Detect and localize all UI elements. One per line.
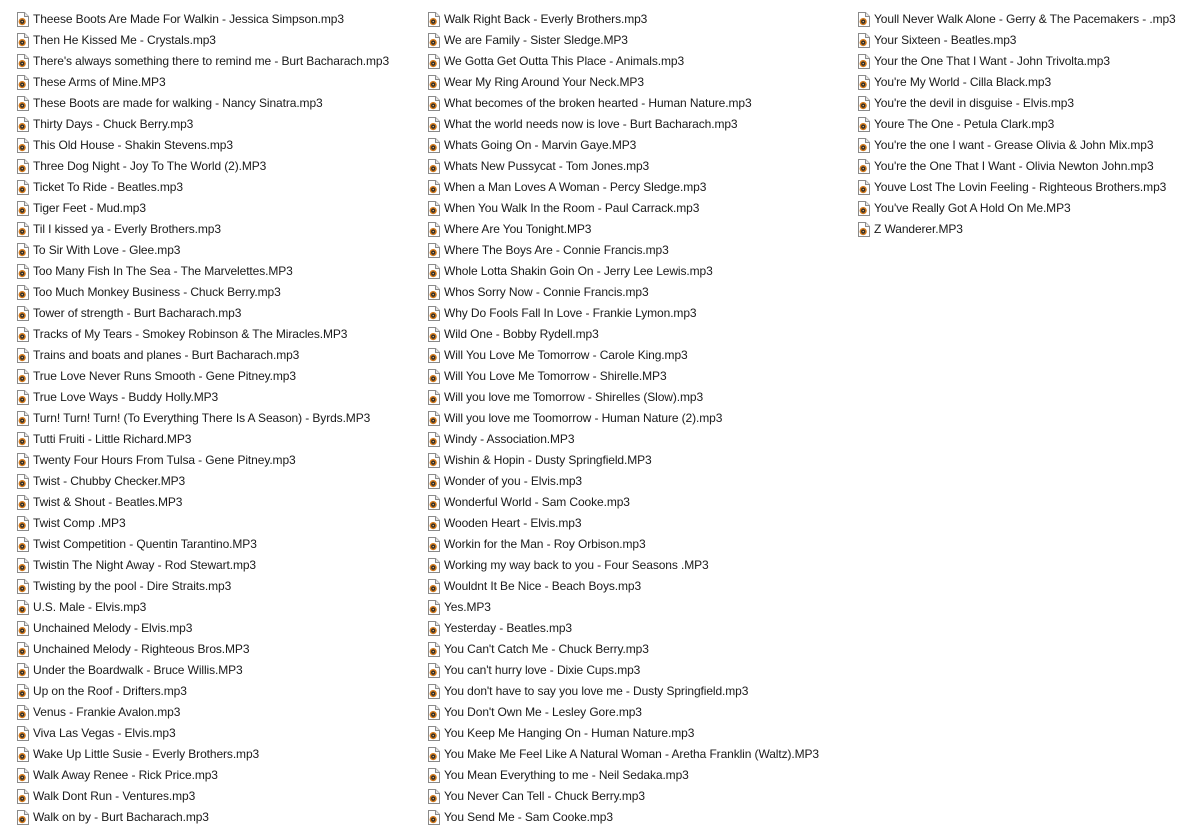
file-item[interactable] (427, 723, 847, 744)
file-item[interactable] (427, 198, 847, 219)
audio-file-icon (427, 306, 440, 321)
file-item[interactable] (16, 408, 421, 429)
file-item[interactable] (16, 660, 421, 681)
file-item[interactable] (16, 744, 421, 765)
file-item[interactable] (427, 534, 847, 555)
file-name: Walk Dont Run - Ventures.mp3 (33, 789, 196, 803)
file-item[interactable] (16, 786, 421, 807)
audio-file-icon (427, 726, 440, 741)
audio-file-icon (427, 285, 440, 300)
file-item[interactable] (16, 219, 421, 240)
file-item[interactable] (427, 303, 847, 324)
file-name: You Send Me - Sam Cooke.mp3 (444, 810, 613, 824)
file-item[interactable] (427, 555, 847, 576)
file-item[interactable] (427, 471, 847, 492)
file-item[interactable] (427, 156, 847, 177)
file-name: Whats New Pussycat - Tom Jones.mp3 (444, 159, 650, 173)
file-item[interactable] (427, 765, 847, 786)
file-item[interactable] (427, 72, 847, 93)
file-item[interactable] (427, 261, 847, 282)
file-item[interactable] (16, 639, 421, 660)
file-item[interactable] (427, 513, 847, 534)
file-item[interactable] (427, 786, 847, 807)
file-name: Venus - Frankie Avalon.mp3 (33, 705, 181, 719)
file-item[interactable] (427, 702, 847, 723)
file-name: Workin for the Man - Roy Orbison.mp3 (444, 537, 646, 551)
file-name: Then He Kissed Me - Crystals.mp3 (33, 33, 216, 47)
audio-file-icon (427, 243, 440, 258)
audio-file-icon (16, 516, 29, 531)
file-item[interactable] (427, 681, 847, 702)
file-name: Your Sixteen - Beatles.mp3 (874, 33, 1017, 47)
audio-file-icon (16, 12, 29, 27)
file-name: You're the one I want - Grease Olivia & John Mix.mp3 (874, 138, 1154, 152)
audio-file-icon (427, 810, 440, 825)
file-item[interactable] (427, 9, 847, 30)
file-item[interactable] (16, 240, 421, 261)
file-item[interactable] (427, 345, 847, 366)
file-name: You don't have to say you love me - Dusty Springfield.mp3 (444, 684, 749, 698)
file-item[interactable] (857, 30, 1179, 51)
audio-file-icon (427, 180, 440, 195)
file-name: You're the One That I Want - Olivia Newton John.mp3 (874, 159, 1154, 173)
file-item[interactable] (857, 198, 1179, 219)
file-name: Under the Boardwalk - Bruce Willis.MP3 (33, 663, 243, 677)
file-item[interactable] (16, 450, 421, 471)
file-item[interactable] (857, 114, 1179, 135)
file-name: Yes.MP3 (444, 600, 491, 614)
file-item[interactable] (857, 51, 1179, 72)
file-name: Twist Comp .MP3 (33, 516, 126, 530)
file-item[interactable] (16, 303, 421, 324)
audio-file-icon (427, 390, 440, 405)
audio-file-icon (16, 54, 29, 69)
file-item[interactable] (857, 219, 1179, 240)
audio-file-icon (427, 54, 440, 69)
audio-file-icon (16, 789, 29, 804)
audio-file-icon (857, 12, 870, 27)
file-name: Turn! Turn! Turn! (To Everything There Is A Season) - Byrds.MP3 (33, 411, 371, 425)
audio-file-icon (16, 495, 29, 510)
audio-file-icon (16, 663, 29, 678)
audio-file-icon (857, 201, 870, 216)
audio-file-icon (16, 75, 29, 90)
audio-file-icon (857, 138, 870, 153)
file-item[interactable] (427, 618, 847, 639)
file-name: You Make Me Feel Like A Natural Woman - Aretha Franklin (Waltz).MP3 (444, 747, 820, 761)
file-column-1 (16, 9, 421, 828)
file-name: Wouldnt It Be Nice - Beach Boys.mp3 (444, 579, 642, 593)
file-item[interactable] (16, 93, 421, 114)
audio-file-icon (16, 537, 29, 552)
audio-file-icon (427, 600, 440, 615)
file-name: To Sir With Love - Glee.mp3 (33, 243, 181, 257)
file-item[interactable] (16, 282, 421, 303)
file-name: Twist & Shout - Beatles.MP3 (33, 495, 183, 509)
file-item[interactable] (427, 93, 847, 114)
audio-file-icon (16, 390, 29, 405)
audio-file-icon (16, 159, 29, 174)
file-item[interactable] (16, 534, 421, 555)
file-name: Thirty Days - Chuck Berry.mp3 (33, 117, 194, 131)
audio-file-icon (16, 579, 29, 594)
file-name: What the world needs now is love - Burt Bacharach.mp3 (444, 117, 738, 131)
audio-file-icon (427, 12, 440, 27)
file-name: Wake Up Little Susie - Everly Brothers.mp3 (33, 747, 260, 761)
file-name: Viva Las Vegas - Elvis.mp3 (33, 726, 176, 740)
file-item[interactable] (427, 282, 847, 303)
file-item[interactable] (427, 744, 847, 765)
audio-file-icon (427, 327, 440, 342)
audio-file-icon (16, 306, 29, 321)
file-name: Will You Love Me Tomorrow - Shirelle.MP3 (444, 369, 667, 383)
audio-file-icon (16, 810, 29, 825)
audio-file-icon (427, 537, 440, 552)
audio-file-icon (427, 768, 440, 783)
file-name: You Never Can Tell - Chuck Berry.mp3 (444, 789, 645, 803)
file-item[interactable] (427, 639, 847, 660)
file-item[interactable] (16, 177, 421, 198)
audio-file-icon (16, 768, 29, 783)
file-item[interactable] (427, 114, 847, 135)
audio-file-icon (16, 201, 29, 216)
file-name: Twisting by the pool - Dire Straits.mp3 (33, 579, 232, 593)
audio-file-icon (16, 411, 29, 426)
file-item[interactable] (427, 807, 847, 828)
file-name: You've Really Got A Hold On Me.MP3 (874, 201, 1071, 215)
file-item[interactable] (16, 618, 421, 639)
file-item[interactable] (16, 597, 421, 618)
file-name: Youve Lost The Lovin Feeling - Righteous Brothers.mp3 (874, 180, 1167, 194)
audio-file-icon (427, 96, 440, 111)
file-item[interactable] (16, 576, 421, 597)
audio-file-icon (16, 138, 29, 153)
file-name: You're the devil in disguise - Elvis.mp3 (874, 96, 1074, 110)
file-name: When a Man Loves A Woman - Percy Sledge.mp3 (444, 180, 707, 194)
file-name: Will You Love Me Tomorrow - Carole King.mp3 (444, 348, 688, 362)
file-item[interactable] (16, 807, 421, 828)
audio-file-icon (16, 222, 29, 237)
file-name: True Love Ways - Buddy Holly.MP3 (33, 390, 219, 404)
audio-file-icon (16, 243, 29, 258)
audio-file-icon (427, 159, 440, 174)
file-item[interactable] (427, 366, 847, 387)
audio-file-icon (16, 621, 29, 636)
audio-file-icon (427, 264, 440, 279)
file-name: Working my way back to you - Four Seasons .MP3 (444, 558, 709, 572)
file-item[interactable] (16, 324, 421, 345)
file-item[interactable] (16, 114, 421, 135)
file-name: Why Do Fools Fall In Love - Frankie Lymon.mp3 (444, 306, 697, 320)
audio-file-icon (427, 642, 440, 657)
audio-file-icon (857, 54, 870, 69)
file-name: Twenty Four Hours From Tulsa - Gene Pitney.mp3 (33, 453, 296, 467)
audio-file-icon (857, 222, 870, 237)
file-name: Your the One That I Want - John Trivolta.mp3 (874, 54, 1110, 68)
audio-file-icon (857, 180, 870, 195)
file-item[interactable] (427, 408, 847, 429)
file-item[interactable] (16, 492, 421, 513)
file-item[interactable] (427, 135, 847, 156)
file-name: Wear My Ring Around Your Neck.MP3 (444, 75, 644, 89)
audio-file-icon (16, 474, 29, 489)
file-name: There's always something there to remind me - Burt Bacharach.mp3 (33, 54, 390, 68)
file-name: You Can't Catch Me - Chuck Berry.mp3 (444, 642, 649, 656)
file-item[interactable] (16, 198, 421, 219)
file-name: Wooden Heart - Elvis.mp3 (444, 516, 582, 530)
audio-file-icon (427, 411, 440, 426)
file-name: You Don't Own Me - Lesley Gore.mp3 (444, 705, 642, 719)
file-name: We are Family - Sister Sledge.MP3 (444, 33, 628, 47)
audio-file-icon (427, 117, 440, 132)
file-item[interactable] (16, 765, 421, 786)
audio-file-icon (427, 621, 440, 636)
audio-file-icon (16, 117, 29, 132)
file-item[interactable] (857, 72, 1179, 93)
file-item[interactable] (16, 387, 421, 408)
file-item[interactable] (427, 492, 847, 513)
audio-file-icon (857, 159, 870, 174)
audio-file-icon (427, 432, 440, 447)
audio-file-icon (16, 264, 29, 279)
audio-file-icon (16, 180, 29, 195)
audio-file-icon (16, 600, 29, 615)
file-item[interactable] (16, 51, 421, 72)
file-name: Where The Boys Are - Connie Francis.mp3 (444, 243, 669, 257)
file-name: Twist - Chubby Checker.MP3 (33, 474, 186, 488)
file-name: Theese Boots Are Made For Walkin - Jessica Simpson.mp3 (33, 12, 344, 26)
file-name: Wild One - Bobby Rydell.mp3 (444, 327, 599, 341)
file-name: Z Wanderer.MP3 (874, 222, 963, 236)
file-item[interactable] (857, 135, 1179, 156)
audio-file-icon (857, 117, 870, 132)
audio-file-icon (427, 558, 440, 573)
file-name: True Love Never Runs Smooth - Gene Pitney.mp3 (33, 369, 296, 383)
audio-file-icon (16, 369, 29, 384)
audio-file-icon (16, 747, 29, 762)
audio-file-icon (427, 33, 440, 48)
file-name: Unchained Melody - Elvis.mp3 (33, 621, 193, 635)
audio-file-icon (427, 705, 440, 720)
file-name: This Old House - Shakin Stevens.mp3 (33, 138, 233, 152)
file-item[interactable] (427, 429, 847, 450)
file-name: U.S. Male - Elvis.mp3 (33, 600, 147, 614)
file-item[interactable] (16, 366, 421, 387)
file-name: Three Dog Night - Joy To The World (2).MP3 (33, 159, 267, 173)
audio-file-icon (427, 222, 440, 237)
file-name: Walk Right Back - Everly Brothers.mp3 (444, 12, 648, 26)
file-item[interactable] (16, 261, 421, 282)
audio-file-icon (427, 75, 440, 90)
file-name: Trains and boats and planes - Burt Bacharach.mp3 (33, 348, 300, 362)
file-name: You Keep Me Hanging On - Human Nature.mp3 (444, 726, 695, 740)
file-item[interactable] (16, 471, 421, 492)
file-item[interactable] (427, 219, 847, 240)
file-item[interactable] (857, 177, 1179, 198)
file-item[interactable] (16, 513, 421, 534)
file-name: Youre The One - Petula Clark.mp3 (874, 117, 1055, 131)
audio-file-icon (16, 642, 29, 657)
audio-file-icon (16, 558, 29, 573)
file-item[interactable] (427, 576, 847, 597)
audio-file-icon (427, 138, 440, 153)
audio-file-icon (16, 327, 29, 342)
file-name: You're My World - Cilla Black.mp3 (874, 75, 1052, 89)
file-item[interactable] (16, 429, 421, 450)
file-name: Whats Going On - Marvin Gaye.MP3 (444, 138, 637, 152)
file-name: Tracks of My Tears - Smokey Robinson & The Miracles.MP3 (33, 327, 348, 341)
audio-file-icon (427, 474, 440, 489)
file-name: Walk on by - Burt Bacharach.mp3 (33, 810, 209, 824)
audio-file-icon (427, 663, 440, 678)
file-item[interactable] (427, 450, 847, 471)
file-item[interactable] (16, 156, 421, 177)
file-name: Wonderful World - Sam Cooke.mp3 (444, 495, 630, 509)
audio-file-icon (427, 579, 440, 594)
file-name: Walk Away Renee - Rick Price.mp3 (33, 768, 218, 782)
file-item[interactable] (427, 30, 847, 51)
audio-file-icon (16, 726, 29, 741)
file-name: Will you love me Tomorrow - Shirelles (Slow).mp3 (444, 390, 704, 404)
file-name: Tutti Fruiti - Little Richard.MP3 (33, 432, 192, 446)
file-column-3 (857, 9, 1179, 240)
file-name: We Gotta Get Outta This Place - Animals.mp3 (444, 54, 685, 68)
file-name: Whos Sorry Now - Connie Francis.mp3 (444, 285, 649, 299)
audio-file-icon (16, 348, 29, 363)
file-name: Twist Competition - Quentin Tarantino.MP3 (33, 537, 257, 551)
file-item[interactable] (16, 72, 421, 93)
file-name: Tiger Feet - Mud.mp3 (33, 201, 146, 215)
file-column-2 (427, 9, 847, 828)
file-name: When You Walk In the Room - Paul Carrack.mp3 (444, 201, 700, 215)
file-item[interactable] (16, 135, 421, 156)
file-name: Where Are You Tonight.MP3 (444, 222, 592, 236)
file-item[interactable] (16, 345, 421, 366)
file-name: Youll Never Walk Alone - Gerry & The Pacemakers - .mp3 (874, 12, 1176, 26)
file-name: Too Much Monkey Business - Chuck Berry.mp3 (33, 285, 281, 299)
file-item[interactable] (427, 597, 847, 618)
audio-file-icon (427, 348, 440, 363)
file-name: Windy - Association.MP3 (444, 432, 575, 446)
audio-file-icon (427, 789, 440, 804)
audio-file-icon (427, 516, 440, 531)
audio-file-icon (427, 369, 440, 384)
file-name: Whole Lotta Shakin Goin On - Jerry Lee Lewis.mp3 (444, 264, 713, 278)
audio-file-icon (427, 747, 440, 762)
audio-file-icon (16, 432, 29, 447)
file-name: These Boots are made for walking - Nancy Sinatra.mp3 (33, 96, 323, 110)
audio-file-icon (16, 684, 29, 699)
file-name: Will you love me Toomorrow - Human Nature (2).mp3 (444, 411, 723, 425)
file-item[interactable] (857, 9, 1179, 30)
audio-file-icon (427, 495, 440, 510)
file-item[interactable] (16, 723, 421, 744)
audio-file-icon (16, 705, 29, 720)
audio-file-icon (857, 96, 870, 111)
audio-file-icon (857, 33, 870, 48)
file-item[interactable] (427, 387, 847, 408)
file-item[interactable] (16, 30, 421, 51)
file-name: Wonder of you - Elvis.mp3 (444, 474, 583, 488)
file-name: Tower of strength - Burt Bacharach.mp3 (33, 306, 242, 320)
file-item[interactable] (427, 240, 847, 261)
audio-file-icon (427, 684, 440, 699)
file-name: Twistin The Night Away - Rod Stewart.mp3 (33, 558, 256, 572)
file-name: Unchained Melody - Righteous Bros.MP3 (33, 642, 250, 656)
file-name: Ticket To Ride - Beatles.mp3 (33, 180, 183, 194)
audio-file-icon (427, 453, 440, 468)
file-name: Too Many Fish In The Sea - The Marvelettes.MP3 (33, 264, 293, 278)
file-item[interactable] (16, 9, 421, 30)
file-item[interactable] (857, 156, 1179, 177)
file-name: These Arms of Mine.MP3 (33, 75, 166, 89)
audio-file-icon (16, 453, 29, 468)
audio-file-icon (16, 33, 29, 48)
audio-file-icon (16, 96, 29, 111)
file-item[interactable] (16, 681, 421, 702)
file-name: You can't hurry love - Dixie Cups.mp3 (444, 663, 641, 677)
file-name: What becomes of the broken hearted - Human Nature.mp3 (444, 96, 752, 110)
audio-file-icon (427, 201, 440, 216)
file-item[interactable] (16, 702, 421, 723)
file-item[interactable] (16, 555, 421, 576)
file-name: Til I kissed ya - Everly Brothers.mp3 (33, 222, 221, 236)
file-name: Wishin & Hopin - Dusty Springfield.MP3 (444, 453, 652, 467)
file-item[interactable] (857, 93, 1179, 114)
file-name: Up on the Roof - Drifters.mp3 (33, 684, 187, 698)
file-item[interactable] (427, 324, 847, 345)
audio-file-icon (16, 285, 29, 300)
file-item[interactable] (427, 660, 847, 681)
file-item[interactable] (427, 177, 847, 198)
file-item[interactable] (427, 51, 847, 72)
file-name: You Mean Everything to me - Neil Sedaka.mp3 (444, 768, 689, 782)
file-name: Yesterday - Beatles.mp3 (444, 621, 572, 635)
audio-file-icon (857, 75, 870, 90)
